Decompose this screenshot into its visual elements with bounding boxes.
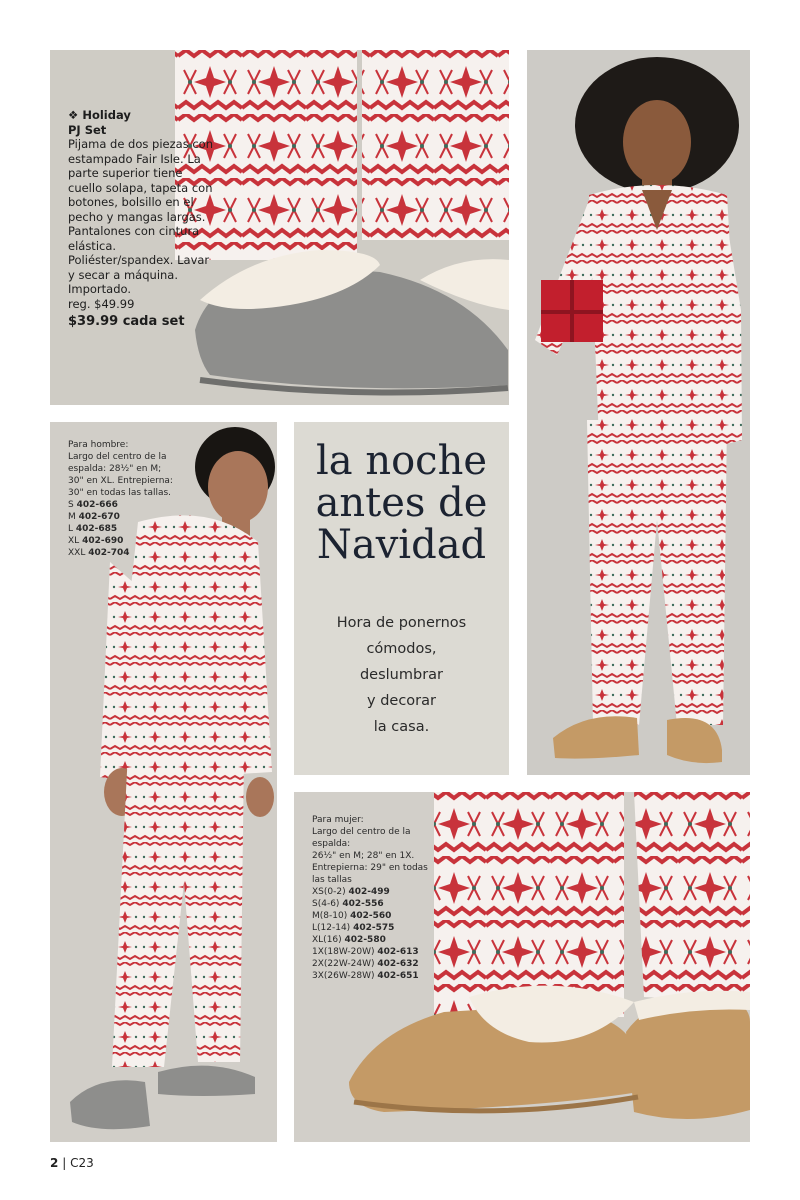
product-name-line2: PJ Set	[68, 122, 107, 137]
woman-illustration	[527, 50, 750, 775]
womens-line: Largo del centro de la	[312, 827, 411, 837]
mens-line: 30" en todas las tallas.	[68, 488, 172, 498]
campaign-number: C23	[70, 1156, 94, 1170]
womens-line: espalda:	[312, 839, 351, 849]
womens-line: 26½" en M; 28" en 1X.	[312, 851, 415, 861]
womens-size-row: L(12-14) 402-575	[312, 923, 395, 933]
subtext-line: y decorar	[367, 693, 436, 709]
mens-line: espalda: 28½" en M;	[68, 464, 162, 474]
regular-price: reg. $49.99	[68, 296, 135, 311]
womens-size-row: 2X(22W-24W) 402-632	[312, 959, 419, 969]
subtext-line: deslumbrar	[359, 667, 444, 683]
mens-size-row: L 402-685	[68, 524, 118, 534]
headline-line2: antes de	[315, 480, 488, 526]
product-description: Pijama de dos piezas con estampado Fair Isle. La parte superior tiene cuello solapa, tapeta con botones, bolsillo en el pecho y mangas largas. Pantalones con cintura elástica. Poliéster/spandex. Lavar y secar a máquina. Importado.	[68, 137, 213, 296]
mens-size-row: XXL 402-704	[68, 548, 130, 558]
mens-line: 30" en XL. Entrepierna:	[68, 476, 173, 486]
photo-tan-slippers	[294, 792, 750, 1142]
womens-line: las tallas	[312, 875, 352, 885]
womens-size-row: XL(16) 402-580	[312, 935, 386, 945]
womens-size-row: S(4-6) 402-556	[312, 899, 384, 909]
folio-separator: |	[62, 1156, 67, 1170]
product-description-block	[68, 108, 218, 330]
mens-size-row: M 402-670	[68, 512, 120, 522]
headline-subtext	[294, 610, 509, 740]
mens-size-row: XL 402-690	[68, 536, 124, 546]
womens-size-row: XS(0-2) 402-499	[312, 887, 390, 897]
womens-line: Para mujer:	[312, 815, 364, 825]
womens-sizing-block	[312, 814, 428, 982]
product-name-line1: ❖ Holiday	[68, 108, 131, 122]
mens-line: Largo del centro de la	[68, 452, 167, 462]
page-folio	[50, 1156, 94, 1170]
womens-size-row: M(8-10) 402-560	[312, 911, 392, 921]
mens-line: Para hombre:	[68, 440, 129, 450]
mens-sizing-block	[68, 439, 173, 559]
womens-size-row: 3X(26W-28W) 402-651	[312, 971, 419, 981]
headline	[294, 440, 509, 566]
photo-man-pajamas	[50, 422, 277, 1142]
headline-panel	[294, 422, 509, 775]
headline-line1: la noche	[315, 438, 488, 484]
subtext-line: la casa.	[373, 719, 430, 735]
womens-line: Entrepierna: 29" en todas	[312, 863, 428, 873]
page-number: 2	[50, 1156, 59, 1170]
womens-size-row: 1X(18W-20W) 402-613	[312, 947, 419, 957]
photo-woman-pajamas	[527, 50, 750, 775]
subtext-line: Hora de ponernos	[336, 615, 467, 631]
sale-price: $39.99 cada set	[68, 314, 185, 329]
photo-gray-slippers	[50, 50, 509, 405]
mens-size-row: S 402-666	[68, 500, 118, 510]
headline-line3: Navidad	[316, 522, 487, 568]
subtext-line: cómodos,	[366, 641, 437, 657]
